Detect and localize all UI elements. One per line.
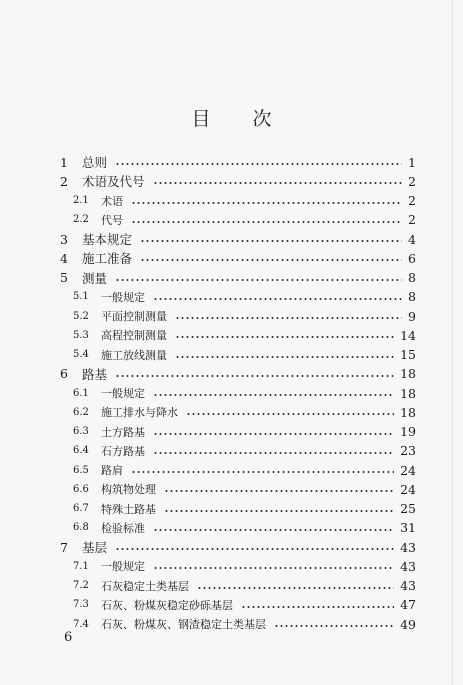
toc-entry-label: 平面控制测量 bbox=[101, 310, 167, 323]
page-title bbox=[0, 104, 463, 131]
toc-entry-number: 6.3 bbox=[73, 426, 89, 437]
toc-chapter-row[interactable] bbox=[0, 364, 463, 384]
toc-entry-label: 石灰稳定土类基层 bbox=[101, 579, 189, 593]
toc-entry-label: 特殊土路基 bbox=[101, 502, 156, 516]
toc-page-number: 18 bbox=[400, 404, 416, 420]
toc-entry-number: 1 bbox=[60, 154, 68, 170]
toc-subsection-row[interactable] bbox=[0, 595, 463, 615]
toc-page-number: 31 bbox=[400, 520, 416, 536]
title-char-2: 次 bbox=[252, 108, 272, 130]
toc-leader-dots bbox=[164, 490, 394, 492]
toc-entry-number: 6.4 bbox=[73, 445, 89, 457]
toc-leader-dots bbox=[175, 356, 394, 358]
toc-subsection-row[interactable] bbox=[0, 518, 463, 538]
toc-leader-dots bbox=[115, 163, 402, 165]
toc-leader-dots bbox=[140, 240, 402, 242]
toc-entry-label: 石灰、粉煤灰、钢渣稳定土类基层 bbox=[101, 618, 266, 631]
toc-page-number: 43 bbox=[400, 539, 416, 555]
toc-leader-dots bbox=[153, 182, 402, 184]
toc-page-number: 9 bbox=[408, 308, 416, 324]
toc-page-number: 49 bbox=[400, 616, 416, 632]
toc-entry-number: 5.4 bbox=[73, 349, 89, 360]
toc-entry-label: 术语及代号 bbox=[82, 174, 145, 190]
toc-subsection-row[interactable] bbox=[0, 191, 463, 211]
toc-entry-number: 2.2 bbox=[73, 214, 89, 226]
toc-page-number: 43 bbox=[400, 578, 416, 593]
toc-entry-number: 6.7 bbox=[73, 503, 89, 514]
toc-subsection-row[interactable] bbox=[0, 576, 463, 596]
toc-subsection-row[interactable] bbox=[0, 306, 463, 326]
toc-entry-label: 施工准备 bbox=[82, 251, 133, 267]
toc-leader-dots bbox=[153, 567, 394, 569]
toc-page-number: 47 bbox=[400, 597, 416, 613]
toc-page-number: 25 bbox=[400, 501, 416, 516]
toc-leader-dots bbox=[175, 317, 402, 319]
toc-page-number: 2 bbox=[408, 173, 416, 189]
toc-entry-label: 测量 bbox=[82, 270, 108, 286]
toc-entry-number: 7.2 bbox=[73, 580, 89, 591]
toc-entry-number: 4 bbox=[60, 250, 68, 266]
toc-leader-dots bbox=[153, 298, 402, 300]
toc-leader-dots bbox=[197, 587, 394, 589]
toc-entry-label: 代号 bbox=[101, 213, 123, 227]
toc-leader-dots bbox=[131, 202, 402, 204]
toc-entry-label: 总则 bbox=[82, 155, 108, 170]
toc-entry-number: 7.3 bbox=[73, 599, 89, 611]
toc-entry-number: 2.1 bbox=[73, 195, 89, 206]
toc-entry-number: 6.6 bbox=[73, 483, 89, 495]
toc-entry-number: 6 bbox=[60, 366, 68, 382]
toc-entry-number: 6.5 bbox=[73, 464, 89, 476]
toc-subsection-row[interactable] bbox=[0, 479, 463, 499]
toc-subsection-row[interactable] bbox=[0, 556, 463, 576]
toc-page-number: 2 bbox=[408, 193, 416, 208]
toc-subsection-row[interactable] bbox=[0, 345, 463, 365]
toc-entry-label: 石方路基 bbox=[101, 444, 145, 458]
toc-entry-number: 5.3 bbox=[73, 329, 89, 341]
toc-page-number: 24 bbox=[400, 462, 416, 478]
toc-subsection-row[interactable] bbox=[0, 460, 463, 480]
toc-entry-label: 路肩 bbox=[101, 464, 123, 477]
page-folio: 6 bbox=[64, 630, 73, 645]
toc-leader-dots bbox=[164, 510, 394, 512]
toc-entry-label: 一般规定 bbox=[101, 560, 145, 574]
toc-entry-label: 施工放线测量 bbox=[101, 348, 167, 362]
toc-entry-number: 6.1 bbox=[73, 387, 89, 399]
toc-leader-dots bbox=[115, 548, 394, 550]
toc-leader-dots bbox=[241, 606, 394, 608]
toc-entry-label: 术语 bbox=[101, 194, 123, 208]
toc-chapter-row[interactable] bbox=[0, 152, 463, 172]
toc-entry-label: 一般规定 bbox=[101, 387, 145, 400]
toc-page-number: 15 bbox=[400, 347, 416, 362]
toc-subsection-row[interactable] bbox=[0, 325, 463, 345]
toc-chapter-row[interactable] bbox=[0, 171, 463, 191]
toc-entry-number: 5 bbox=[60, 270, 68, 285]
toc-page-number: 8 bbox=[408, 270, 416, 285]
toc-entry-number: 7 bbox=[60, 539, 68, 555]
toc-entry-number: 7.4 bbox=[73, 618, 89, 630]
toc-entry-number: 5.2 bbox=[73, 310, 89, 322]
toc-entry-number: 6.2 bbox=[73, 406, 89, 418]
toc-entry-number: 2 bbox=[60, 173, 68, 189]
toc-leader-dots bbox=[153, 433, 394, 435]
title-char-1: 目 bbox=[191, 108, 211, 130]
toc-entry-label: 土方路基 bbox=[101, 425, 145, 439]
toc-entry-number: 7.1 bbox=[73, 560, 89, 572]
toc-entry-label: 基层 bbox=[82, 540, 108, 555]
toc-chapter-row[interactable] bbox=[0, 248, 463, 268]
toc-page-number: 24 bbox=[400, 481, 416, 497]
toc-page-number: 23 bbox=[400, 443, 416, 459]
toc-entry-label: 检验标准 bbox=[101, 521, 145, 535]
toc-leader-dots bbox=[131, 221, 402, 223]
toc-leader-dots bbox=[153, 394, 394, 396]
toc-page-number: 18 bbox=[400, 385, 416, 401]
toc-entry-label: 构筑物处理 bbox=[101, 483, 156, 497]
toc-page-number: 4 bbox=[408, 231, 416, 247]
toc-entry-label: 施工排水与降水 bbox=[101, 406, 178, 420]
toc-leader-dots bbox=[115, 375, 394, 377]
toc-page-number: 18 bbox=[400, 366, 416, 382]
toc-subsection-row[interactable] bbox=[0, 210, 463, 230]
toc-subsection-row[interactable] bbox=[0, 383, 463, 403]
toc-subsection-row[interactable] bbox=[0, 287, 463, 307]
toc-entry-label: 高程控制测量 bbox=[101, 329, 167, 343]
toc-entry-label: 石灰、粉煤灰稳定砂砾基层 bbox=[101, 598, 233, 612]
toc-leader-dots bbox=[115, 279, 402, 281]
toc-page-number: 43 bbox=[400, 558, 416, 574]
toc-page-number: 1 bbox=[408, 154, 416, 170]
toc-entry-label: 基本规定 bbox=[82, 232, 133, 247]
toc-entry-number: 5.1 bbox=[73, 291, 89, 303]
toc-leader-dots bbox=[140, 259, 402, 261]
toc-chapter-row[interactable] bbox=[0, 229, 463, 249]
toc-entry-label: 路基 bbox=[82, 366, 108, 382]
toc-leader-dots bbox=[274, 625, 394, 627]
toc-leader-dots bbox=[153, 529, 394, 531]
toc-entry-number: 3 bbox=[60, 231, 68, 247]
toc-leader-dots bbox=[186, 413, 394, 415]
toc-chapter-row[interactable] bbox=[0, 268, 463, 288]
toc-page-number: 19 bbox=[400, 424, 416, 439]
toc-page-number: 2 bbox=[408, 212, 416, 228]
toc-leader-dots bbox=[175, 336, 394, 338]
toc-leader-dots bbox=[153, 452, 394, 454]
toc-chapter-row[interactable] bbox=[0, 537, 463, 557]
toc-subsection-row[interactable] bbox=[0, 402, 463, 422]
toc-page-number: 8 bbox=[408, 289, 416, 305]
toc-subsection-row[interactable] bbox=[0, 441, 463, 461]
toc-page-number: 6 bbox=[408, 250, 416, 266]
toc-subsection-row[interactable] bbox=[0, 499, 463, 519]
toc-subsection-row[interactable] bbox=[0, 422, 463, 442]
toc-page-number: 14 bbox=[400, 327, 416, 343]
toc-leader-dots bbox=[131, 471, 394, 473]
toc-entry-label: 一般规定 bbox=[101, 290, 145, 304]
toc-entry-number: 6.8 bbox=[73, 522, 89, 534]
